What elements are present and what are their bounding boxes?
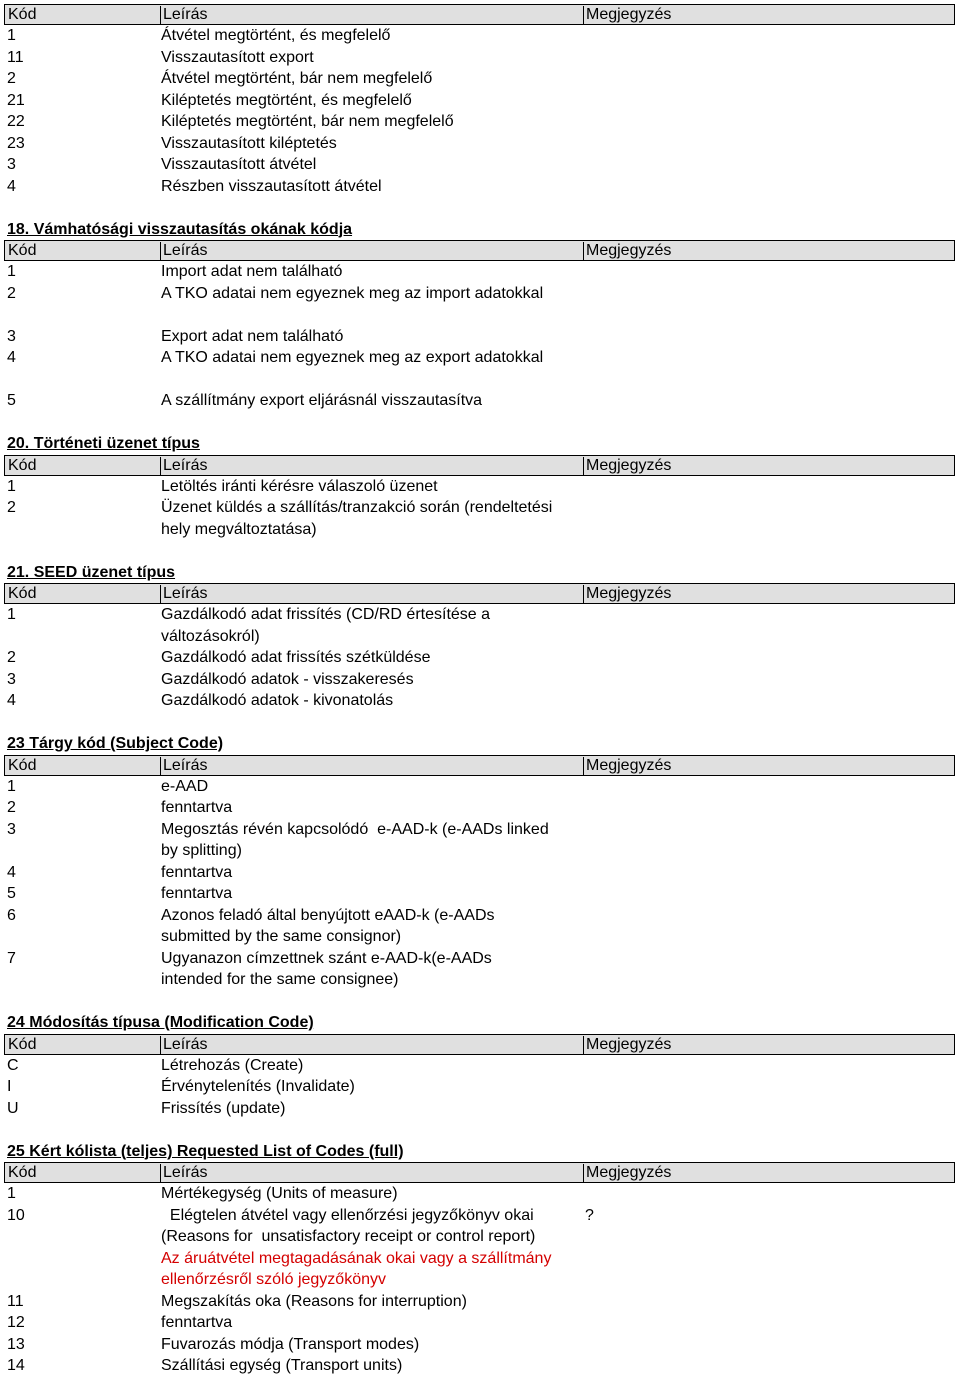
row-code: U xyxy=(7,1099,19,1117)
description-line: Gazdálkodó adat frissítés szétküldése xyxy=(161,649,431,666)
row-code: 1 xyxy=(7,606,16,623)
header-code: Kód xyxy=(8,6,37,23)
row-code: 4 xyxy=(7,177,16,195)
row-description xyxy=(161,176,586,198)
description-line: A szállítmány export eljárásnál visszautasítva xyxy=(161,392,483,409)
row-code: 3 xyxy=(7,670,16,688)
row-description xyxy=(161,68,586,90)
row-code: 2 xyxy=(7,799,16,816)
table-row xyxy=(0,25,960,47)
row-code: 2 xyxy=(7,70,16,87)
header-note: Megjegyzés xyxy=(583,6,671,24)
description-line: Fuvarozás módja (Transport modes) xyxy=(161,1335,420,1353)
row-code: 1 xyxy=(7,777,16,795)
row-description xyxy=(161,1055,586,1077)
description-line: Azonos feladó által benyújtott eAAD-k (e-AADs xyxy=(161,906,495,924)
code-table-section xyxy=(0,712,960,991)
description-line: Mértékegység (Units of measure) xyxy=(161,1185,398,1202)
table-row xyxy=(0,1055,960,1077)
section-title: 24 Módosítás típusa (Modification Code) xyxy=(7,1014,314,1031)
description-line: változásokról) xyxy=(161,627,260,645)
header-code: Kód xyxy=(8,585,37,602)
description-line: Frissítés (update) xyxy=(161,1099,286,1117)
section-title: 25 Kért kólista (teljes) Requested List of Codes (full) xyxy=(7,1142,404,1160)
row-description xyxy=(161,1183,586,1205)
header-description: Leírás xyxy=(160,1036,207,1054)
row-code: 4 xyxy=(7,863,16,881)
section-spacer xyxy=(0,1119,960,1141)
code-table-section xyxy=(0,1119,960,1377)
table-header xyxy=(4,1034,955,1055)
header-note: Megjegyzés xyxy=(583,585,671,603)
row-description xyxy=(161,883,586,905)
table-header xyxy=(4,240,955,261)
code-table-section xyxy=(0,197,960,412)
row-description xyxy=(161,690,586,712)
description-line: Elégtelen átvétel vagy ellenőrzési jegyzőkönyv okai xyxy=(161,1206,534,1224)
row-code: 22 xyxy=(7,113,25,130)
row-code: 3 xyxy=(7,820,16,838)
table-row xyxy=(0,133,960,155)
row-description xyxy=(161,347,586,390)
table-header xyxy=(4,1162,955,1183)
code-table-section xyxy=(0,4,960,197)
row-code: I xyxy=(7,1078,12,1095)
row-code: 2 xyxy=(7,284,16,302)
description-line: fenntartva xyxy=(161,863,233,881)
description-line: intended for the same consignee) xyxy=(161,971,399,988)
row-description xyxy=(161,948,586,991)
table-row xyxy=(0,176,960,198)
row-code: 23 xyxy=(7,134,25,152)
description-line: Export adat nem található xyxy=(161,327,344,345)
row-description xyxy=(161,390,586,412)
header-description: Leírás xyxy=(160,6,207,24)
table-row xyxy=(0,669,960,691)
row-description xyxy=(161,90,586,112)
table-row xyxy=(0,948,960,991)
row-description xyxy=(161,1076,586,1098)
row-description xyxy=(161,133,586,155)
table-row xyxy=(0,326,960,348)
description-line: Létrehozás (Create) xyxy=(161,1056,304,1074)
row-code: 3 xyxy=(7,327,16,345)
table-header xyxy=(4,4,955,25)
row-code: 1 xyxy=(7,1185,16,1202)
description-line: Megszakítás oka (Reasons for interruption) xyxy=(161,1292,467,1310)
table-row xyxy=(0,1334,960,1356)
row-code: 5 xyxy=(7,885,16,902)
row-code: 5 xyxy=(7,392,16,409)
description-line: Érvénytelenítés (Invalidate) xyxy=(161,1078,355,1095)
table-row xyxy=(0,390,960,412)
description-line: A TKO adatai nem egyeznek meg az import adatokkal xyxy=(161,284,544,302)
table-row xyxy=(0,604,960,647)
table-row xyxy=(0,862,960,884)
row-description xyxy=(161,1098,586,1120)
row-description xyxy=(161,25,586,47)
header-code: Kód xyxy=(8,242,37,259)
table-row xyxy=(0,883,960,905)
description-line: (Reasons for unsatisfactory receipt or control report) xyxy=(161,1228,536,1245)
table-row xyxy=(0,1098,960,1120)
row-code: 6 xyxy=(7,906,16,924)
row-code: 11 xyxy=(7,1292,24,1310)
description-line: Szállítási egység (Transport units) xyxy=(161,1357,403,1374)
description-line-highlighted: ellenőrzésről szóló jegyzőkönyv xyxy=(161,1271,386,1288)
description-line: Letöltés iránti kérésre válaszoló üzenet xyxy=(161,477,438,495)
description-line: submitted by the same consignor) xyxy=(161,928,402,945)
description-line: Megosztás révén kapcsolódó e-AAD-k (e-AADs linked xyxy=(161,820,549,838)
row-code: 1 xyxy=(7,27,16,44)
header-code: Kód xyxy=(8,1035,37,1053)
header-note: Megjegyzés xyxy=(583,242,671,260)
row-code: 4 xyxy=(7,692,16,709)
header-code: Kód xyxy=(8,1164,37,1181)
header-note: Megjegyzés xyxy=(583,757,671,775)
row-description xyxy=(161,154,586,176)
description-line: Visszautasított kiléptetés xyxy=(161,134,337,152)
table-row xyxy=(0,1076,960,1098)
row-description xyxy=(161,476,586,498)
table-row xyxy=(0,690,960,712)
row-code: 4 xyxy=(7,349,16,366)
row-description xyxy=(161,111,586,133)
table-row xyxy=(0,261,960,283)
row-description xyxy=(161,647,586,669)
row-description xyxy=(161,862,586,884)
description-line: Gazdálkodó adatok - kivonatolás xyxy=(161,692,394,709)
row-description xyxy=(161,604,586,647)
code-table-section xyxy=(0,540,960,712)
description-line: Ugyanazon címzettnek szánt e-AAD-k(e-AADs xyxy=(161,949,492,967)
table-row xyxy=(0,1205,960,1291)
description-line: Visszautasított export xyxy=(161,48,314,66)
table-row xyxy=(0,1355,960,1377)
document-sheet xyxy=(0,4,960,1377)
table-row xyxy=(0,905,960,948)
description-line: Gazdálkodó adatok - visszakeresés xyxy=(161,670,414,688)
description-line: Részben visszautasított átvétel xyxy=(161,177,382,195)
section-spacer xyxy=(0,540,960,562)
row-code: 11 xyxy=(7,48,24,66)
row-description xyxy=(161,47,586,69)
table-row xyxy=(0,476,960,498)
table-row xyxy=(0,1183,960,1205)
row-description xyxy=(161,797,586,819)
section-spacer xyxy=(0,412,960,434)
header-note: Megjegyzés xyxy=(583,1164,671,1182)
code-table-section xyxy=(0,991,960,1120)
table-row xyxy=(0,1312,960,1334)
row-description xyxy=(161,1312,586,1334)
row-description xyxy=(161,1291,586,1313)
section-spacer xyxy=(0,197,960,219)
table-row xyxy=(0,90,960,112)
row-code: C xyxy=(7,1056,19,1074)
description-line: by splitting) xyxy=(161,842,242,859)
row-description xyxy=(161,326,586,348)
row-description xyxy=(161,283,586,326)
table-row xyxy=(0,647,960,669)
row-code: 2 xyxy=(7,649,16,666)
row-description xyxy=(161,669,586,691)
header-description: Leírás xyxy=(160,457,207,475)
section-title: 18. Vámhatósági visszautasítás okának kódja xyxy=(7,220,353,238)
table-row xyxy=(0,497,960,540)
table-row xyxy=(0,776,960,798)
row-code: 1 xyxy=(7,477,16,495)
header-code: Kód xyxy=(8,456,37,474)
description-line xyxy=(161,304,586,326)
row-description xyxy=(161,905,586,948)
row-note: ? xyxy=(585,1206,594,1224)
table-row xyxy=(0,1291,960,1313)
row-description xyxy=(161,819,586,862)
table-header xyxy=(4,583,955,604)
table-row xyxy=(0,283,960,326)
row-code: 14 xyxy=(7,1357,25,1374)
section-title: 21. SEED üzenet típus xyxy=(7,563,176,581)
row-description xyxy=(161,1355,586,1377)
code-table-section xyxy=(0,412,960,541)
row-code: 13 xyxy=(7,1335,25,1353)
description-line: Visszautasított átvétel xyxy=(161,156,317,173)
header-note: Megjegyzés xyxy=(583,457,671,475)
row-description xyxy=(161,1334,586,1356)
header-code: Kód xyxy=(8,756,37,774)
header-description: Leírás xyxy=(160,757,207,775)
row-description xyxy=(161,261,586,283)
table-row xyxy=(0,68,960,90)
description-line: fenntartva xyxy=(161,885,233,902)
row-code: 10 xyxy=(7,1206,25,1224)
table-row xyxy=(0,154,960,176)
description-line: e-AAD xyxy=(161,777,209,795)
description-line: Átvétel megtörtént, és megfelelő xyxy=(161,27,391,44)
row-code: 2 xyxy=(7,499,16,516)
table-header xyxy=(4,755,955,776)
table-row xyxy=(0,819,960,862)
row-description xyxy=(161,497,586,540)
section-title: 23 Tárgy kód (Subject Code) xyxy=(7,735,224,752)
description-line: Import adat nem található xyxy=(161,263,343,280)
description-line: fenntartva xyxy=(161,1314,233,1331)
row-code: 21 xyxy=(7,91,25,109)
description-line: Üzenet küldés a szállítás/tranzakció során (rendeltetési xyxy=(161,499,553,516)
table-header xyxy=(4,455,955,476)
row-description xyxy=(161,776,586,798)
section-spacer xyxy=(0,712,960,734)
header-description: Leírás xyxy=(160,1164,207,1182)
description-line: Kiléptetés megtörtént, bár nem megfelelő xyxy=(161,113,454,130)
description-line xyxy=(161,369,586,391)
description-line: hely megváltoztatása) xyxy=(161,520,317,538)
description-line: Kiléptetés megtörtént, és megfelelő xyxy=(161,91,412,109)
description-line: Gazdálkodó adat frissítés (CD/RD értesítése a xyxy=(161,606,491,623)
row-code: 12 xyxy=(7,1314,25,1331)
section-title: 20. Történeti üzenet típus xyxy=(7,435,200,452)
header-note: Megjegyzés xyxy=(583,1036,671,1054)
row-code: 1 xyxy=(7,263,16,280)
header-description: Leírás xyxy=(160,242,207,260)
description-line-highlighted: Az áruátvétel megtagadásának okai vagy a szállítmány xyxy=(161,1249,552,1267)
table-row xyxy=(0,111,960,133)
row-code: 7 xyxy=(7,949,16,967)
description-line: Átvétel megtörtént, bár nem megfelelő xyxy=(161,70,433,87)
table-row xyxy=(0,47,960,69)
header-description: Leírás xyxy=(160,585,207,603)
row-description xyxy=(161,1205,586,1291)
row-code: 3 xyxy=(7,156,16,173)
table-row xyxy=(0,347,960,390)
table-row xyxy=(0,797,960,819)
section-spacer xyxy=(0,991,960,1013)
description-line: fenntartva xyxy=(161,799,233,816)
description-line: A TKO adatai nem egyeznek meg az export adatokkal xyxy=(161,349,544,366)
